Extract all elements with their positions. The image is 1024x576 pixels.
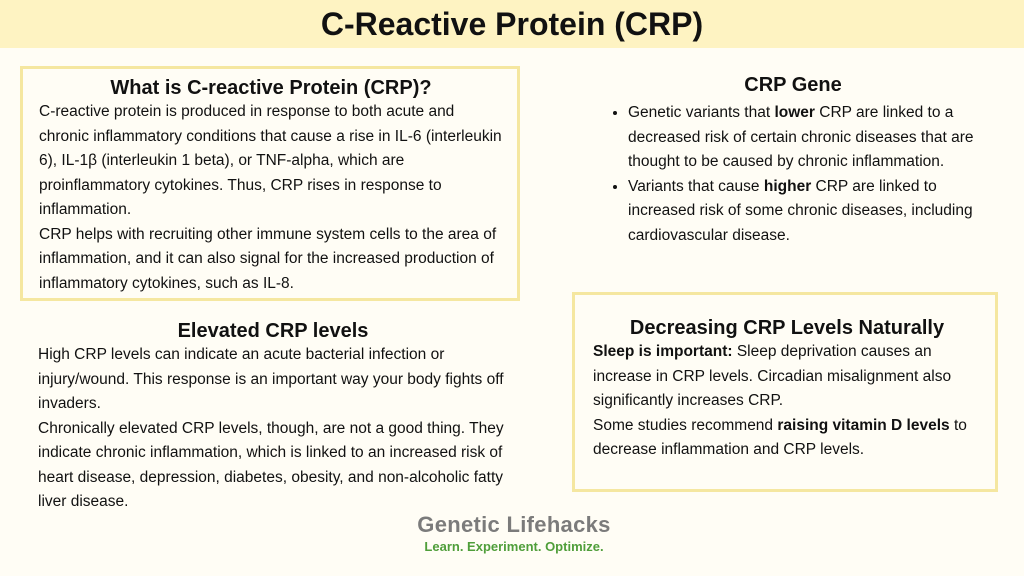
elevated-crp-heading: Elevated CRP levels [177, 320, 369, 342]
elevated-crp-paragraph-1: High CRP levels can indicate an acute bacterial infection or injury/wound. This response is an important way your body fights off invaders. [38, 346, 504, 412]
what-is-crp-paragraph-2: CRP helps with recruiting other immune system cells to the area of inflammation, and it can also signal for the increased production of inflammatory cytokines, such as IL-8. [39, 225, 497, 292]
decreasing-crp-heading: Decreasing CRP Levels Naturally [629, 317, 945, 339]
crp-gene-panel [584, 66, 1002, 246]
elevated-crp-paragraph-2: Chronically elevated CRP levels, though, are not a good thing. They indicate chronic inflammation, which is linked to an increased risk of heart disease, depression, diabetes, obesity, and non-alcoholic fatty liver disease. [38, 419, 504, 510]
genetic-lifehacks-logo [404, 512, 624, 562]
decreasing-crp-paragraph-1: Sleep is important: Sleep deprivation causes an increase in CRP levels. Circadian misalignment also significantly increases CRP. [593, 343, 952, 409]
title-bar [0, 0, 1024, 48]
what-is-crp-panel [20, 66, 520, 301]
page-title: C-Reactive Protein (CRP) [320, 5, 704, 42]
crp-gene-heading: CRP Gene [744, 74, 842, 96]
decreasing-crp-panel [572, 292, 998, 492]
elevated-crp-panel [22, 316, 522, 516]
crp-gene-bullet-list [592, 101, 994, 248]
what-is-crp-heading: What is C-reactive Protein (CRP)? [110, 77, 432, 99]
logo-tagline: Learn. Experiment. Optimize. [424, 539, 604, 554]
what-is-crp-paragraph-1: C-reactive protein is produced in response to both acute and chronic inflammatory conditions that cause a rise in IL-6 (interleukin 6), IL-1β (interleukin 1 beta), or TNF-alpha, which are proinflammatory cytokines. Thus, CRP rises in response to inflammation. [39, 103, 502, 218]
crp-gene-bullet-lower: • Genetic variants that lower CRP are linked to a decreased risk of certain chronic diseases that are thought to be caused by chronic inflammation. [628, 101, 994, 175]
decreasing-crp-paragraph-2: Some studies recommend raising vitamin D levels to decrease inflammation and CRP levels. [593, 416, 967, 458]
crp-gene-bullet-higher: • Variants that cause higher CRP are linked to increased risk of some chronic diseases, including cardiovascular disease. [628, 175, 994, 249]
logo-name: Genetic Lifehacks [417, 512, 611, 537]
